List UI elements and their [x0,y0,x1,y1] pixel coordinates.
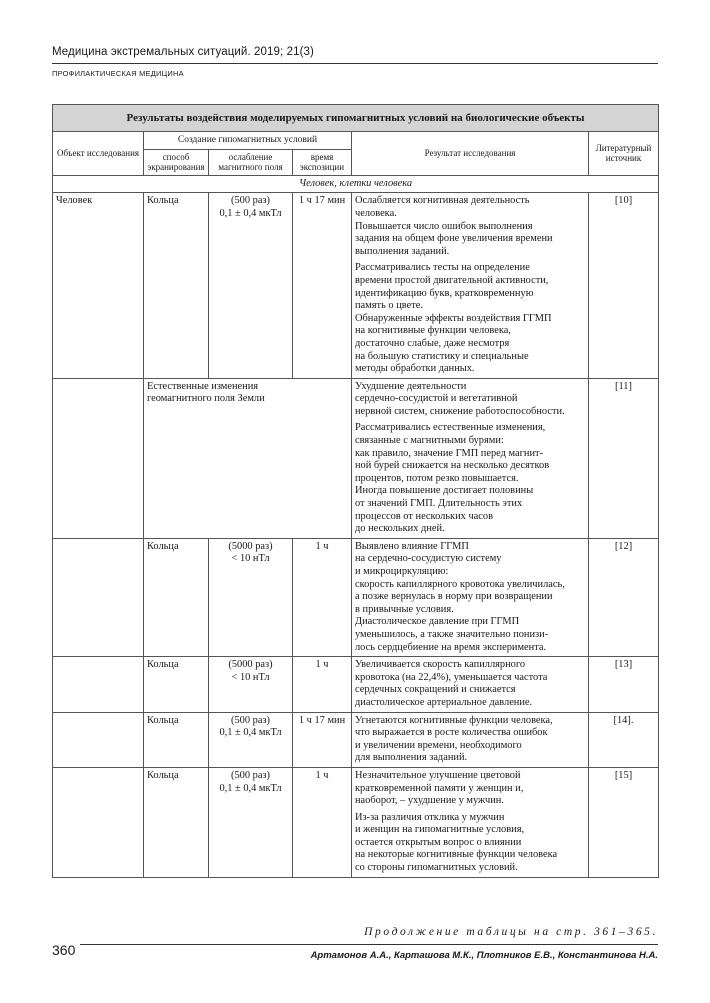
result-line: Повышается число ошибок выполнения [355,220,533,232]
result-line: сердечных сокращений и снижается [355,684,516,696]
result-line: лось сердцебиение на время эксперимента. [355,641,547,653]
result-cell [352,767,589,877]
page-number: 360 [52,942,76,958]
result-line: Незначительное улучшение цветовой [355,769,521,781]
result-cell [352,378,589,538]
header-source: Литературный источник [589,132,659,176]
exposure-cell: 1 ч 17 мин [293,193,352,378]
result-line: для выполнения заданий. [355,752,468,764]
header-result: Результат исследования [352,132,589,176]
result-paragraph [355,659,585,709]
result-paragraph [355,262,585,375]
result-line: ной бурей снижается на несколько десятков [355,460,550,472]
table-row [53,538,659,656]
attenuation-line: < 10 нТл [231,671,270,683]
result-line: память о цвете. [355,300,423,312]
result-line: Рассматривались тесты на определение [355,262,530,274]
object-cell [53,712,144,767]
attenuation-cell [209,767,293,877]
result-paragraph [355,422,585,535]
result-line: Выявлено влияние ГГМП [355,540,469,552]
journal-title: Медицина экстремальных ситуаций. 2019; 21(3) [52,46,314,58]
header-object: Объект исследования [53,132,144,176]
attenuation-line: 0,1 ± 0,4 мкТл [219,207,282,219]
source-cell: [13] [589,657,659,712]
attenuation-line: (500 раз) [230,769,270,781]
table-row [53,193,659,378]
object-cell [53,538,144,656]
exposure-cell: 1 ч [293,657,352,712]
result-line: нервной систем, снижение работоспособности. [355,405,565,417]
result-line: что выражается в росте количества ошибок [355,727,548,739]
results-table [52,104,659,878]
table-row [53,657,659,712]
header-exposure: время экспозиции [293,149,352,175]
attenuation-cell [209,712,293,767]
result-line: процентов, потом резко повышается. [355,472,519,484]
attenuation-cell [209,538,293,656]
source-cell: [10] [589,193,659,378]
result-line: сердечно-сосудистой и вегетативной [355,393,518,405]
table-caption-row [53,105,659,132]
section-title: Человек, клетки человека [53,175,659,193]
method-cell: Кольца [144,712,209,767]
result-line: Угнетаются когнитивные функции человека, [355,714,553,726]
result-paragraph [355,381,585,419]
result-cell [352,193,589,378]
result-line: скорость капиллярного кровотока увеличилась, [355,578,565,590]
result-line: диастолическое артериальное давление. [355,696,533,708]
result-paragraph [355,812,585,875]
header-attenuation: ослабление магнитного поля [209,149,293,175]
method-cell: Кольца [144,767,209,877]
result-cell [352,712,589,767]
source-cell: [15] [589,767,659,877]
method-cell: Кольца [144,193,209,378]
result-line: Диастолическое давление при ГГМП [355,616,520,628]
result-line: Ухудшение деятельности [355,380,467,392]
method-cell: Кольца [144,538,209,656]
result-line: кровотока (на 22,4%), уменьшается частота [355,671,548,683]
attenuation-cell [209,657,293,712]
object-cell [53,657,144,712]
result-paragraph [355,770,585,808]
result-line: выполнения заданий. [355,245,450,257]
attenuation-line: 0,1 ± 0,4 мкТл [219,782,282,794]
result-line: и увеличении времени, необходимого [355,739,522,751]
attenuation-line: (5000 раз) [228,540,273,552]
result-line: как правило, значение ГМП перед магнит- [355,447,544,459]
attenuation-cell [209,193,293,378]
result-line: человека. [355,207,397,219]
result-line: в привычные условия. [355,603,454,615]
header-method: способ экранирования [144,149,209,175]
natural-variation-line: Естественные изменения [147,380,259,392]
result-line: Иногда повышение достигает половины [355,485,534,497]
result-line: от значений ГМП. Длительность этих [355,498,523,510]
result-line: на большую статистику и специальные [355,350,529,362]
result-line: Ослабляется когнитивная деятельность [355,195,530,207]
authors-line: Артамонов А.А., Карташова М.К., Плотников Е.В., Константинова Н.А. [310,950,658,961]
result-line: Обнаруженные эффекты воздействия ГГМП [355,312,552,324]
result-line: задания на общем фоне увеличения времени [355,233,553,245]
table-caption: Результаты воздействия моделируемых гипомагнитных условий на биологические объекты [53,105,659,132]
method-cell: Кольца [144,657,209,712]
result-line: на сердечно-сосудистую систему [355,553,502,565]
result-line: и женщин на гипомагнитные условия, [355,824,525,836]
object-cell [53,767,144,877]
result-line: кратковременной памяти у женщин и, [355,782,524,794]
result-line: уменьшилось, а также значительно понизи- [355,628,549,640]
result-line: а позже вернулась в норму при возвращении [355,591,553,603]
result-line: процессов от нескольких часов [355,510,494,522]
result-line: Из-за различия отклика у мужчин [355,811,505,823]
result-line: на некоторые когнитивные функции человека [355,849,558,861]
result-paragraph [355,715,585,765]
result-line: идентификацию букв, кратковременную [355,287,534,299]
attenuation-line: < 10 нТл [231,553,270,565]
result-line: на когнитивные функции человека, [355,325,511,337]
header-row-1 [53,132,659,150]
result-line: методы обработки данных. [355,363,475,375]
result-paragraph [355,195,585,258]
exposure-cell: 1 ч [293,767,352,877]
attenuation-line: (500 раз) [230,195,270,207]
source-cell: [11] [589,378,659,538]
source-cell: [12] [589,538,659,656]
header-divider [52,63,658,64]
table-row [53,378,659,538]
result-line: со стороны гипомагнитных условий. [355,862,518,874]
attenuation-line: 0,1 ± 0,4 мкТл [219,727,282,739]
continuation-note: Продолжение таблицы на стр. 361–365. [364,926,658,938]
exposure-cell: 1 ч 17 мин [293,712,352,767]
result-line: достаточно слабые, даже несмотря [355,337,510,349]
result-line: остается открытым вопрос о влиянии [355,836,522,848]
object-cell: Человек [53,193,144,378]
result-cell [352,657,589,712]
attenuation-line: (500 раз) [230,714,270,726]
section-label: ПРОФИЛАКТИЧЕСКАЯ МЕДИЦИНА [52,69,184,78]
section-row [53,175,659,193]
table-row [53,767,659,877]
result-line: до нескольких дней. [355,523,445,535]
source-cell: [14]. [589,712,659,767]
result-line: наоборот, – ухудшение у мужчин. [355,795,504,807]
natural-variation-cell [144,378,352,538]
object-cell [53,378,144,538]
header-creation: Создание гипомагнитных условий [144,132,352,150]
natural-variation-line: геомагнитного поля Земли [147,393,265,405]
result-line: времени простой двигательной активности, [355,274,549,286]
table-row [53,712,659,767]
result-line: связанные с магнитными бурями: [355,435,504,447]
exposure-cell: 1 ч [293,538,352,656]
result-paragraph [355,541,585,654]
result-line: и микроциркуляцию: [355,566,449,577]
result-cell [352,538,589,656]
footer-divider [80,944,658,945]
attenuation-line: (5000 раз) [228,659,273,671]
result-line: Увеличивается скорость капиллярного [355,659,526,671]
result-line: Рассматривались естественные изменения, [355,422,546,434]
